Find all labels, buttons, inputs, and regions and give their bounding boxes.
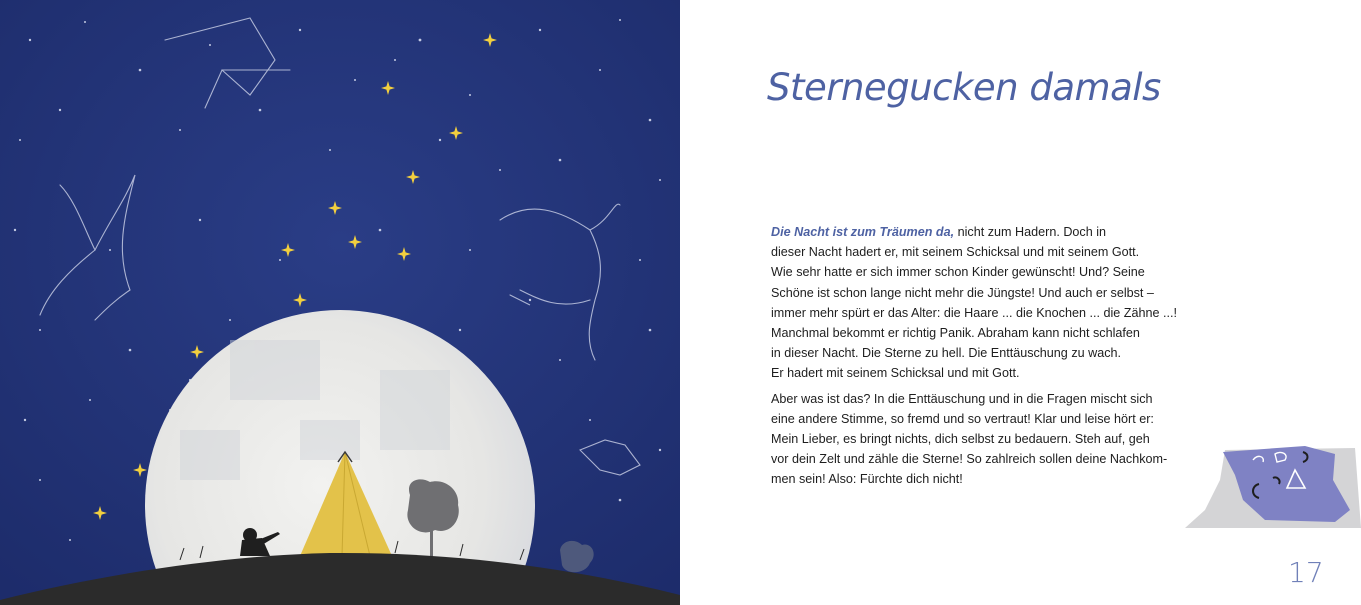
- night-sky-illustration: [0, 0, 680, 605]
- text-line: vor dein Zelt und zähle die Sterne! So zahlreich sollen deine Nachkom-: [771, 452, 1168, 467]
- text-line: men sein! Also: Fürchte dich nicht!: [771, 472, 963, 487]
- text-line: immer mehr spürt er das Alter: die Haare ... die Knochen ... die Zähne ...!: [771, 305, 1177, 320]
- text-line: Manchmal bekommt er richtig Panik. Abraham kann nicht schlafen: [771, 326, 1140, 341]
- stone-tablet-drawing-icon: [1185, 440, 1361, 530]
- text-line: Aber was ist das? In die Enttäuschung und in die Fragen mischt sich: [771, 391, 1153, 406]
- text-page: [680, 0, 1361, 605]
- text-line: Wie sehr hatte er sich immer schon Kinder gewünscht! Und? Seine: [771, 265, 1145, 280]
- page-title: Sternegucken damals: [767, 66, 1161, 109]
- lead-phrase: Die Nacht ist zum Träumen da,: [771, 225, 955, 239]
- text-line: Schöne ist schon lange nicht mehr die Jüngste! Und auch er selbst –: [771, 285, 1154, 300]
- text-line: dieser Nacht hadert er, mit seinem Schicksal und mit seinem Gott.: [771, 245, 1140, 260]
- text-line: nicht zum Hadern. Doch in: [954, 225, 1107, 239]
- text-line: in dieser Nacht. Die Sterne zu hell. Die Enttäuschung zu wach.: [771, 346, 1122, 361]
- paragraph-2: [771, 389, 1196, 490]
- text-line: eine andere Stimme, so fremd und so vertraut! Klar und leise hört er:: [771, 411, 1154, 426]
- paragraph-1: [771, 222, 1196, 384]
- page-number: 17: [1288, 556, 1324, 589]
- text-line: Mein Lieber, es bringt nichts, dich selbst zu bedauern. Steh auf, geh: [771, 432, 1150, 447]
- text-line: Er hadert mit seinem Schicksal und mit Gott.: [771, 366, 1020, 381]
- story-text: [771, 222, 1196, 495]
